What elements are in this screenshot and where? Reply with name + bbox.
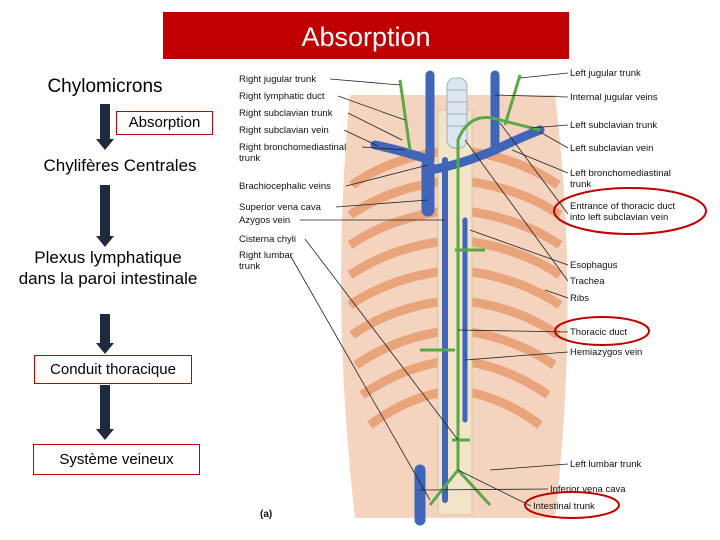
lymphatic-anatomy-figure <box>230 58 720 526</box>
flow-step-conduit: Conduit thoracique <box>34 355 192 384</box>
label-right-lymphatic-duct: Right lymphatic duct <box>239 91 325 102</box>
label-left-subclavian-vein: Left subclavian vein <box>570 143 654 154</box>
label-right-subclavian-trunk: Right subclavian trunk <box>239 108 333 119</box>
label-hemiazygos-vein: Hemiazygos vein <box>570 347 643 358</box>
label-superior-vena-cava: Superior vena cava <box>239 202 321 213</box>
flow-step-chyliferes: Chylifères Centrales <box>43 156 197 175</box>
label-left-bronchomediastinal: Left bronchomediastinal <box>570 168 671 179</box>
flow-arrow-2 <box>96 185 114 247</box>
left-labels <box>239 74 346 272</box>
flow-arrow-4 <box>96 385 114 440</box>
label-thoracic-duct: Thoracic duct <box>570 327 628 338</box>
label-brachiocephalic-veins: Brachiocephalic veins <box>239 181 331 192</box>
label-right-lumbar-trunk: trunk <box>239 261 261 272</box>
label-left-bronchomediastinal-trunk: trunk <box>570 179 592 190</box>
label-internal-jugular-veins: Internal jugular veins <box>570 92 658 103</box>
figure-tag: (a) <box>260 509 273 520</box>
label-entrance-thoracic-duct: Entrance of thoracic duct <box>570 201 676 212</box>
flow-arrow-3 <box>96 314 114 354</box>
label-azygos-vein: Azygos vein <box>239 215 291 226</box>
label-right-bronchomediastinal-trunk: trunk <box>239 153 261 164</box>
flow-step-plexus: Plexus lymphatique dans la paroi intestinale <box>18 248 198 288</box>
label-right-subclavian-vein: Right subclavian vein <box>239 125 329 136</box>
flow-step-systeme: Système veineux <box>33 444 200 475</box>
trachea-illustration <box>447 78 467 148</box>
banner-title: Absorption <box>163 12 569 59</box>
label-left-lumbar-trunk: Left lumbar trunk <box>570 459 642 470</box>
label-trachea: Trachea <box>570 276 605 287</box>
label-inferior-vena-cava: Inferior vena cava <box>550 484 626 495</box>
label-into-left-subclavian-vein: into left subclavian vein <box>570 212 669 223</box>
flow-step-chylomicrons: Chylomicrons <box>47 76 163 97</box>
label-left-jugular-trunk: Left jugular trunk <box>570 68 641 79</box>
label-right-bronchomediastinal: Right bronchomediastinal <box>239 142 347 153</box>
label-cisterna-chyli: Cisterna chyli <box>239 234 297 245</box>
label-right-lumbar: Right lumbar <box>239 250 293 261</box>
label-intestinal-trunk: Intestinal trunk <box>533 501 595 512</box>
label-esophagus: Esophagus <box>570 260 618 271</box>
label-right-jugular-trunk: Right jugular trunk <box>239 74 317 85</box>
flow-arrow-label-absorption: Absorption <box>116 111 213 135</box>
label-left-subclavian-trunk: Left subclavian trunk <box>570 120 658 131</box>
label-ribs: Ribs <box>570 293 590 304</box>
flow-arrow-1 <box>96 104 114 150</box>
